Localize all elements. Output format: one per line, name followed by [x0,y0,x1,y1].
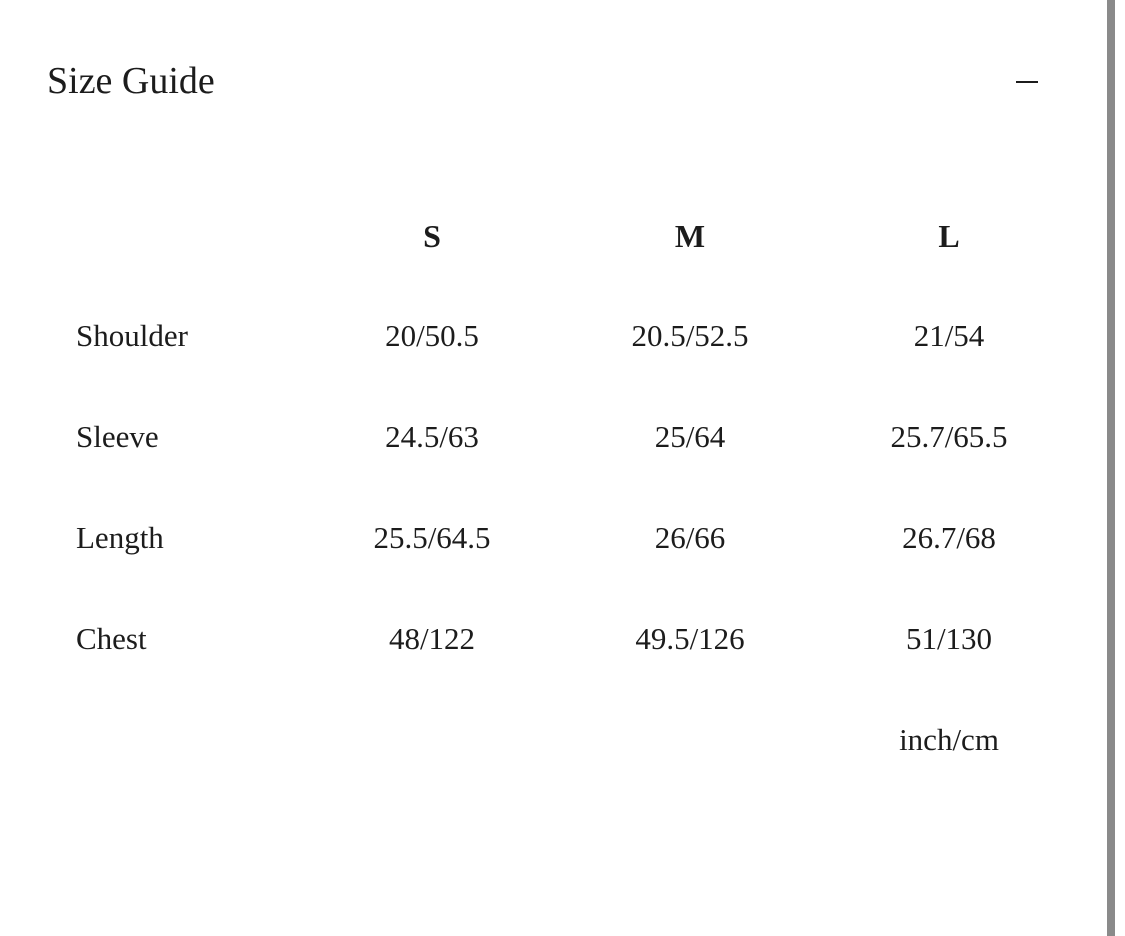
table-cell: 25/64 [654,419,726,454]
scrollbar[interactable] [1107,0,1115,936]
table-cell: 49.5/126 [635,621,745,656]
table-cell: 51/130 [905,621,993,656]
table-cell: 24.5/63 [385,419,479,454]
table-cell: 48/122 [388,621,476,656]
unit-note: inch/cm [899,722,999,757]
row-label-chest: Chest [76,621,147,656]
scroll-gutter [1115,0,1125,936]
minus-icon [1016,81,1038,83]
table-cell: 26/66 [654,520,726,555]
size-guide-title: Size Guide [47,60,215,102]
collapse-button[interactable] [1005,62,1049,98]
table-cell: 25.7/65.5 [890,419,1008,454]
table-cell: 21/54 [913,318,985,353]
row-label-shoulder: Shoulder [76,318,188,353]
table-cell: 20.5/52.5 [631,318,749,353]
column-header-s: S [423,218,441,254]
row-label-length: Length [76,520,164,555]
table-cell: 20/50.5 [385,318,479,353]
column-header-m: M [674,218,706,254]
row-label-sleeve: Sleeve [76,419,159,454]
table-cell: 25.5/64.5 [373,520,491,555]
column-header-l: L [938,218,960,254]
table-cell: 26.7/68 [902,520,996,555]
